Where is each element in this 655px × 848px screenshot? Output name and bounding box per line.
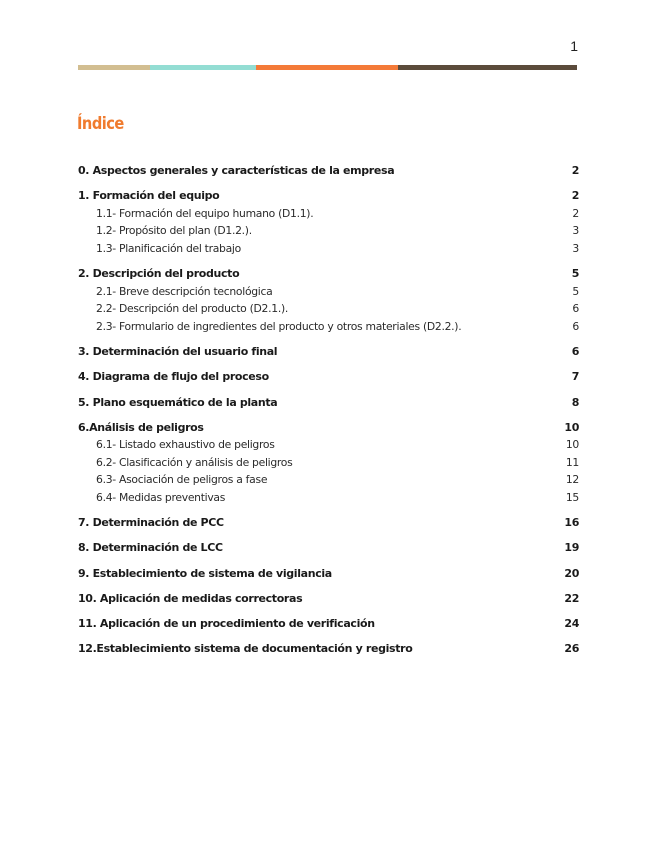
toc-entry-label: 2.2- Descripción del producto (D2.1.).	[96, 302, 288, 316]
toc-entry-label: 4. Diagrama de flujo del proceso	[78, 370, 269, 384]
color-bar-segment	[78, 65, 150, 70]
color-bar-segment	[150, 65, 256, 70]
toc-entry[interactable]	[78, 590, 579, 608]
toc-entry-label: 6.Análisis de peligros	[78, 420, 204, 434]
toc-entry-page: 5	[571, 267, 579, 281]
toc-entry[interactable]	[78, 283, 579, 301]
toc-entry-page: 24	[564, 617, 579, 630]
toc-entry[interactable]	[78, 539, 579, 557]
toc-entry-label: 2.1- Breve descripción tecnológica	[96, 284, 273, 298]
toc-entry-page: 12	[565, 473, 579, 487]
toc-entry[interactable]	[78, 419, 579, 437]
toc-entry-label: 0. Aspectos generales y características de la empresa	[78, 164, 395, 177]
toc-entry-label: 1.1- Formación del equipo humano (D1.1).	[96, 206, 314, 220]
toc-entry-page: 8	[571, 395, 579, 409]
toc-entry[interactable]	[78, 343, 579, 361]
page-number: 1	[570, 38, 578, 54]
toc-entry[interactable]	[78, 222, 579, 240]
toc-entry-label: 6.4- Medidas preventivas	[96, 491, 226, 505]
toc-entry[interactable]	[78, 205, 579, 223]
toc-entry-page: 2	[571, 164, 579, 177]
toc-entry[interactable]	[78, 368, 579, 386]
toc-entry[interactable]	[78, 640, 579, 658]
toc-entry-page: 3	[572, 224, 579, 238]
toc-entry-page: 3	[572, 241, 579, 255]
toc-entry-page: 19	[564, 541, 579, 555]
toc-entry-label: 6.1- Listado exhaustivo de peligros	[96, 438, 275, 452]
toc-entry-page: 10	[565, 438, 579, 452]
toc-entry-page: 5	[572, 284, 579, 298]
header-color-bar	[78, 65, 577, 70]
toc-entry-label: 7. Determinación de PCC	[78, 516, 224, 530]
toc-entry-page: 6	[572, 319, 579, 333]
toc-entry[interactable]	[78, 489, 579, 507]
toc-entry[interactable]	[78, 300, 579, 318]
toc-entry[interactable]	[78, 471, 579, 489]
toc-entry-page: 2	[571, 189, 579, 203]
toc-entry-label: 1.2- Propósito del plan (D1.2.).	[96, 224, 252, 238]
toc-entry-page: 16	[564, 516, 579, 530]
toc-entry-page: 15	[565, 491, 579, 505]
toc-entry-page: 6	[571, 345, 579, 359]
toc-entry-label: 9. Establecimiento de sistema de vigilancia	[78, 566, 332, 580]
toc-entry-label: 2.3- Formulario de ingredientes del producto y otros materiales (D2.2.).	[96, 319, 462, 333]
toc-title: Índice	[77, 114, 124, 134]
toc-entry-label: 10. Aplicación de medidas correctoras	[78, 591, 303, 605]
toc-entry-label: 3. Determinación del usuario final	[78, 345, 278, 359]
color-bar-segment	[256, 65, 398, 70]
toc-entry-label: 11. Aplicación de un procedimiento de verificación	[78, 617, 375, 630]
toc-entry-page: 10	[564, 420, 579, 434]
toc-entry-page: 7	[571, 370, 579, 384]
toc-entry-label: 8. Determinación de LCC	[78, 541, 223, 555]
toc-entry[interactable]	[78, 318, 579, 336]
table-of-contents	[78, 162, 579, 658]
toc-entry-page: 6	[572, 302, 579, 316]
color-bar-segment	[398, 65, 577, 70]
toc-entry-label: 6.2- Clasificación y análisis de peligros	[96, 455, 293, 469]
toc-entry-label: 2. Descripción del producto	[78, 267, 240, 281]
toc-entry[interactable]	[78, 514, 579, 532]
toc-entry[interactable]	[78, 436, 579, 454]
toc-entry-page: 11	[565, 455, 579, 469]
toc-entry-label: 12.Establecimiento sistema de documentación y registro	[78, 642, 413, 656]
toc-entry-label: 6.3- Asociación de peligros a fase	[96, 473, 268, 487]
toc-entry[interactable]	[78, 394, 579, 412]
toc-entry[interactable]	[78, 240, 579, 258]
toc-entry[interactable]	[78, 454, 579, 472]
toc-entry[interactable]	[78, 615, 579, 633]
toc-entry-label: 5. Plano esquemático de la planta	[78, 395, 278, 409]
toc-entry-page: 2	[572, 206, 579, 220]
toc-entry-page: 22	[564, 591, 579, 605]
toc-entry-label: 1.3- Planificación del trabajo	[96, 241, 241, 255]
toc-entry[interactable]	[78, 187, 579, 205]
toc-entry-label: 1. Formación del equipo	[78, 189, 220, 203]
toc-entry[interactable]	[78, 265, 579, 283]
toc-entry[interactable]	[78, 162, 579, 180]
toc-entry-page: 20	[564, 566, 579, 580]
toc-entry-page: 26	[564, 642, 579, 656]
toc-entry[interactable]	[78, 565, 579, 583]
